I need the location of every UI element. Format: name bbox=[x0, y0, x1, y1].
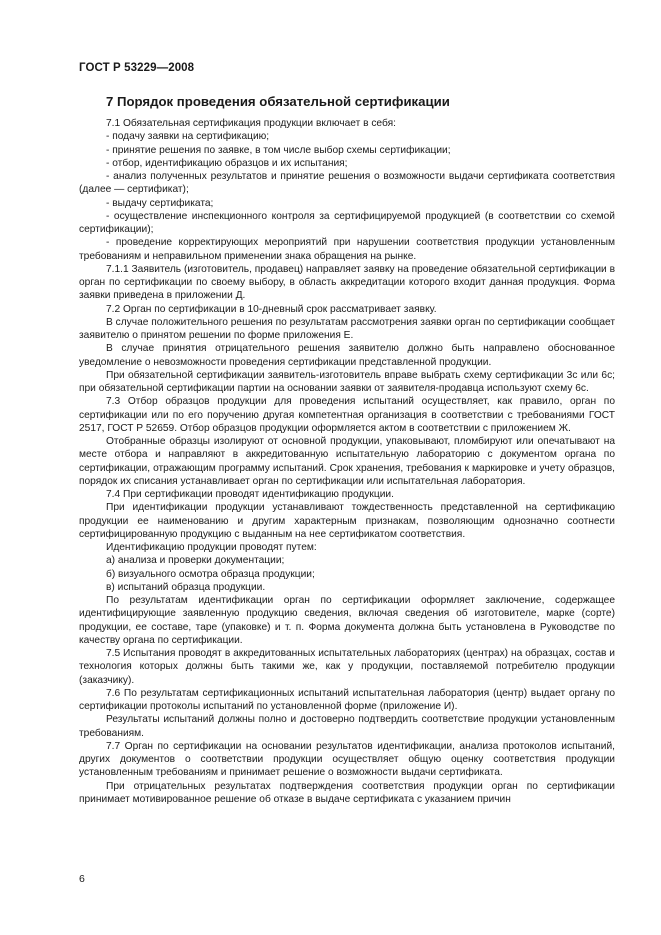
paragraph: Отобранные образцы изолируют от основной продукции, упаковывают, пломбируют или опечатывают на месте отбора и направляют в аккредитованную испытательную лабораторию с документом органа по сертификации, отражающим программу испытаний. Срок хранения, требования к маркировке и учету образцов, порядок их списания устанавливает орган по сертификации или испытательная лаборатория. bbox=[79, 436, 615, 487]
paragraph-7-1-1: 7.1.1 Заявитель (изготовитель, продавец) направляет заявку на проведение обязательной сертификации в орган по сертификации по своему выбору, в область аккредитации которого входит данная продукция. Форма заявки приведена в приложении Д. bbox=[79, 263, 615, 302]
paragraph-7-7: 7.7 Орган по сертификации на основании результатов идентификации, анализа протоколов испытаний, других документов о соответствии продукции осуществляет общую оценку соответствия продукции установленным требованиям и принимает решение о возможности выдачи сертификата. bbox=[79, 740, 615, 779]
list-item: - проведение корректирующих мероприятий при нарушении соответствия продукции установленным требованиям и неправильном применении знака обращения на рынке. bbox=[79, 237, 615, 262]
paragraph-7-2: 7.2 Орган по сертификации в 10-дневный срок рассматривает заявку. bbox=[106, 303, 437, 315]
paragraph: По результатам идентификации орган по сертификации оформляет заключение, содержащее идентифицирующие заявленную продукцию сведения, включая сведения об изготовителе, марке (сорте) продукции, ее составе, таре (упаковке) и т. п. Форма документа должна быть установлена в Руководстве по качеству органа по сертификации. bbox=[79, 595, 615, 646]
paragraph: В случае принятия отрицательного решения заявителю должно быть направлено обоснованное уведомление о невозможности проведения сертификации представленной продукции. bbox=[79, 343, 615, 368]
list-item: - подачу заявки на сертификацию; bbox=[106, 131, 270, 143]
section-body bbox=[79, 117, 615, 806]
list-item: б) визуального осмотра образца продукции; bbox=[106, 568, 315, 580]
list-item: в) испытаний образца продукции. bbox=[106, 581, 266, 593]
list-item: - осуществление инспекционного контроля за сертифицируемой продукцией (в соответствии со схемой сертификации); bbox=[79, 210, 615, 235]
paragraph-7-4: 7.4 При сертификации проводят идентификацию продукции. bbox=[106, 489, 394, 500]
paragraph: Результаты испытаний должны полно и достоверно подтвердить соответствие продукции установленным требованиям. bbox=[79, 714, 615, 739]
paragraph: Идентификацию продукции проводят путем: bbox=[106, 542, 317, 553]
paragraph: При отрицательных результатах подтверждения соответствия продукции орган по сертификации принимает мотивированное решение об отказе в выдаче сертификата с указанием причин bbox=[79, 780, 615, 805]
list-item: - отбор, идентификацию образцов и их испытания; bbox=[106, 157, 348, 169]
page-number: 6 bbox=[79, 873, 85, 885]
paragraph-7-3: 7.3 Отбор образцов продукции для проведения испытаний осуществляет, как правило, орган по сертификации или по его поручению другая компетентная организация в соответствии с требованиями ГОСТ 2517, ГОСТ Р 52659. Отбор образцов продукции оформляется актом в соответствии с приложением Ж. bbox=[79, 396, 615, 434]
paragraph-7-5: 7.5 Испытания проводят в аккредитованных испытательных лабораториях (центрах) на образцах, состав и технология которых должны быть такими же, как у продукции, поставляемой потребителю продукции (заказчику). bbox=[79, 648, 615, 686]
list-item: - принятие решения по заявке, в том числе выбор схемы сертификации; bbox=[106, 144, 451, 156]
list-item: - выдачу сертификата; bbox=[106, 197, 214, 209]
list-item: а) анализа и проверки документации; bbox=[106, 555, 285, 567]
paragraph-7-6: 7.6 По результатам сертификационных испытаний испытательная лаборатория (центр) выдает органу по сертификации протоколы испытаний по установленной форме (приложение И). bbox=[79, 687, 615, 712]
paragraph: При обязательной сертификации заявитель-изготовитель вправе выбрать схему сертификации 3с или 6с; при обязательной сертификации партии на основании заявки от заявителя-продавца используют схему 6с. bbox=[79, 369, 615, 394]
paragraph-7-1: 7.1 Обязательная сертификация продукции включает в себя: bbox=[106, 118, 396, 129]
list-item: - анализ полученных результатов и принятие решения о возможности выдачи сертификата соответствия (далее — сертификат); bbox=[79, 171, 615, 196]
section-title: 7 Порядок проведения обязательной сертификации bbox=[106, 94, 450, 109]
document-header: ГОСТ Р 53229—2008 bbox=[79, 62, 195, 74]
paragraph: При идентификации продукции устанавливают тождественность представленной на сертификацию продукции ее наименованию и другим характерным признакам, позволяющим однозначно соотнести сертифицированную продукцию с выданным на нее сертификатом соответствия. bbox=[79, 502, 615, 540]
paragraph: В случае положительного решения по результатам рассмотрения заявки орган по сертификации сообщает заявителю о принятом решении по форме приложения Е. bbox=[79, 316, 615, 341]
